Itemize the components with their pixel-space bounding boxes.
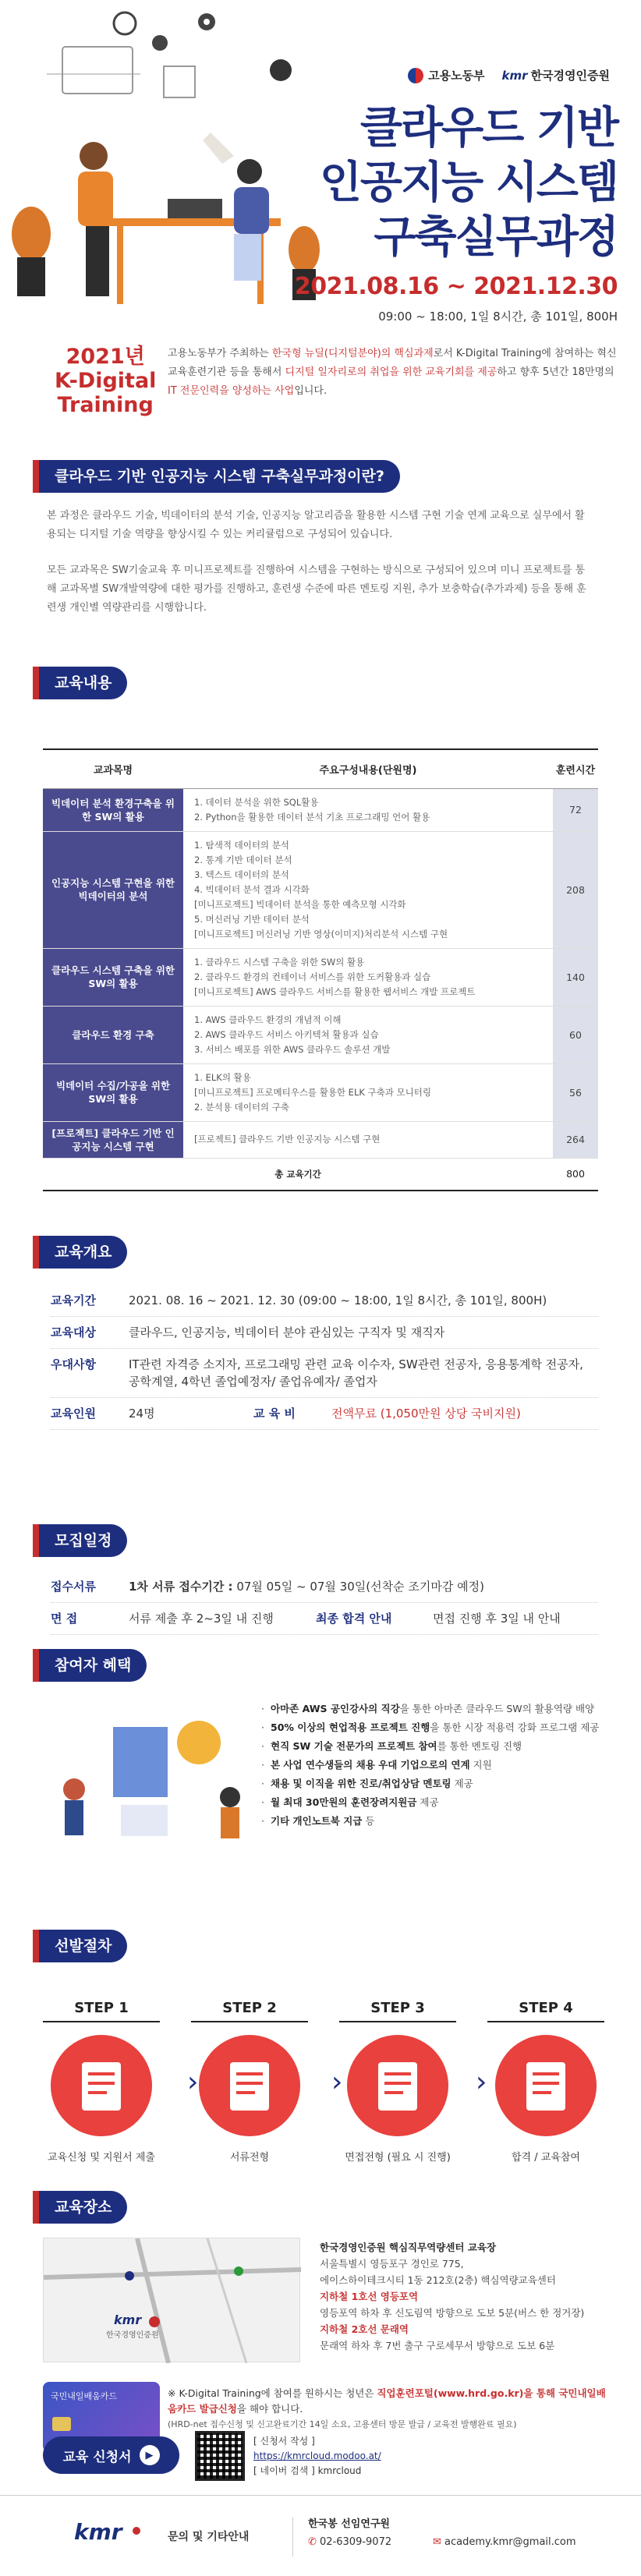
subject-cell: 클라우드 환경 구축 [43,1006,183,1063]
card-label: 국민내일배움카드 [51,2391,118,2401]
content-line: 4. 빅데이터 분석 결과 시각화 [194,883,310,895]
subway-line-1-desc: 영등포역 하차 후 신도림역 방향으로 도보 5분(버스 한 정거장) [320,2307,585,2319]
content-line: [미니프로젝트] 머신러닝 기반 영상(이미지)처리분석 시스템 구현 [194,928,448,939]
play-icon: ▶ [140,2445,160,2465]
benefit-strong: 채용 및 이직을 위한 진로/취업상담 멘토링 [271,1778,452,1789]
recruit-list [51,1571,598,1635]
kmr-name: 한국경영인증원 [530,69,610,83]
benefits-list [261,1700,628,1831]
benefit-rest: 지원 [469,1759,492,1771]
hours-cell: 60 [553,1006,598,1063]
map-kmr-name: 한국경영인증원 [106,2331,159,2340]
col-hours: 훈련시간 [553,749,598,788]
content-cell [183,1063,553,1121]
period-key: 교육기간 [51,1293,96,1307]
intro-text-g: 입니다. [294,385,328,397]
intro-section [0,327,641,437]
team-icon [495,2035,597,2136]
step-label: STEP 2 [191,2000,308,2022]
step-label: STEP 4 [487,2000,604,2022]
target-value: 클라우드, 인공지능, 빅데이터 분야 관심있는 구직자 및 재직자 [129,1325,445,1339]
intro-line3: Training [57,393,154,417]
moel-mark-icon [408,68,423,83]
page-title [320,101,618,265]
list-item [261,1718,628,1737]
about-para-1: 본 과정은 클라우드 기술, 빅데이터의 분석 기술, 인공지능 알고리즘을 활용한 시스템 구현 기술 연계 교육으로 실무에서 활용되는 디지털 기술 역량을 향상시킬 수 있는 커리큘럼으로 구성되어 있습니다. [47,510,585,540]
benefit-strong: 아마존 AWS 공인강사의 직강 [271,1703,400,1714]
benefit-rest: 을 통한 아마존 클라우드 SW의 활용역량 배양 [399,1703,595,1714]
location-heading: 교육장소 [39,2191,127,2224]
list-item [261,1737,628,1756]
course-schedule: 09:00 ~ 18:00, 1일 8시간, 총 101일, 800H [378,310,618,324]
curriculum-heading: 교육내용 [39,667,127,699]
hours-cell: 72 [553,788,598,831]
benefit-strong: 현직 SW 기술 전문가의 프로젝트 참여 [271,1740,437,1752]
notice-text-b: 직업훈련포털(www.hrd.go.kr)을 통해 국민내일배움카드 발급신청 [168,2387,606,2415]
benefits-heading: 참여자 혜택 [39,1649,147,1682]
map-pin-icon [149,2316,160,2327]
step-caption: 교육신청 및 지원서 제출 [48,2152,155,2164]
overview-heading: 교육개요 [39,1236,127,1269]
pref-value: IT관련 자격증 소지자, 프로그래밍 관련 교육 이수자, SW관련 전공자, 응용통계학 전공자, 공학계열, 4학년 졸업예정자/ 졸업유예자/ 졸업자 [129,1357,583,1389]
content-line: 2. Python을 활용한 데이터 분석 기초 프로그래밍 언어 활용 [194,811,430,823]
interview-value: 서류 제출 후 2~3일 내 진행 [129,1612,274,1626]
table-row [43,788,598,831]
moel-name: 고용노동부 [428,69,485,83]
count-value: 24명 [129,1407,155,1421]
content-cell [183,788,553,831]
footer-phone[interactable] [308,2536,391,2548]
about-heading: 클라우드 기반 인공지능 시스템 구축실무과정이란? [39,460,400,493]
pref-key: 우대사항 [51,1357,96,1371]
intro-year: 2021년 [66,345,145,369]
benefit-strong: 기타 개인노트북 지급 [271,1815,363,1827]
fee-key: 교 육 비 [253,1407,296,1421]
phone-icon: ✆ [308,2536,320,2548]
benefits-illustration [43,1696,253,1844]
step-4 [487,2000,604,2164]
subject-cell: 빅데이터 수집/가공을 위한 SW의 활용 [43,1063,183,1121]
apply-key: 접수서류 [51,1580,96,1594]
subway-line-2: 지하철 2호선 문래역 [320,2323,409,2335]
hours-cell: 140 [553,948,598,1006]
content-cell [183,1121,553,1158]
apply-link-label: [ 신청서 작성 ] [253,2436,315,2447]
location-place: 한국경영인증원 핵심직무역량센터 교육장 [320,2242,497,2253]
location-map[interactable] [43,2238,300,2362]
list-item [261,1756,628,1775]
hours-cell: 264 [553,1121,598,1158]
content-line: 3. 텍스트 데이터의 분석 [194,869,289,880]
location-address-1: 서울특별시 영등포구 경인로 775, [320,2258,464,2270]
target-key: 교육대상 [51,1325,96,1339]
course-period: 2021.08.16 ~ 2021.12.30 [294,273,618,300]
notice-text-a: ※ K-Digital Training에 참여를 원하시는 청년은 [168,2387,377,2399]
table-row [43,1006,598,1063]
subject-cell: 인공지능 시스템 구현을 위한 빅데이터의 분석 [43,831,183,948]
intro-text-f: IT 전문인력을 양성하는 사업 [168,385,295,397]
map-kmr-logo: kmr [114,2312,142,2327]
content-cell [183,948,553,1006]
footer-email[interactable] [433,2536,576,2548]
step-3 [339,2000,456,2164]
apply-link-url[interactable]: https://kmrcloud.modoo.at/ [253,2450,381,2461]
content-line: [미니프로젝트] AWS 클라우드 서비스를 활용한 웹서비스 개발 프로젝트 [194,985,476,997]
application-form-icon [51,2035,152,2136]
moel-logo [408,67,484,83]
content-line: 1. 탐색적 데이터의 분석 [194,839,289,851]
total-label: 총 교육기간 [43,1158,553,1191]
fee-value: 전액무료 (1,050만원 상당 국비지원) [331,1407,521,1421]
table-row [43,1121,598,1158]
col-content: 주요구성내용(단원명) [183,749,553,788]
intro-text [168,345,618,401]
apply-value-a: 1차 서류 접수기간 : [129,1580,233,1594]
footer-contact-label: 문의 및 기타안내 [168,2531,250,2543]
content-line: 2. 통계 기반 데이터 분석 [194,854,292,865]
benefit-strong: 월 최대 30만원의 훈련장려지원금 [271,1796,417,1808]
interview-icon [347,2035,448,2136]
total-hours: 800 [553,1158,598,1191]
list-item [261,1812,628,1831]
document-review-icon [199,2035,300,2136]
content-line: 2. AWS 클라우드 서비스 아키텍쳐 활용과 실습 [194,1028,379,1040]
step-caption: 면접전형 (필요 시 진행) [345,2152,451,2164]
table-row [43,831,598,948]
location-address-2: 에이스하이테크시티 1동 212호(2층) 핵심역량교육센터 [320,2274,556,2286]
overview-row-pref [51,1349,598,1398]
step-label: STEP 1 [43,2000,160,2022]
col-subject: 교과목명 [43,749,183,788]
footer [0,2495,641,2576]
benefit-rest: 제공 [416,1796,439,1808]
hero-illustration [0,0,335,327]
period-value: 2021. 08. 16 ~ 2021. 12. 30 (09:00 ~ 18:00, 1일 8시간, 총 101일, 800H) [129,1293,547,1307]
hours-cell: 208 [553,831,598,948]
card-chip-icon [52,2417,71,2431]
qr-code[interactable] [195,2431,245,2481]
footer-logo: kmr [74,2519,122,2545]
location-info [320,2239,616,2354]
subject-cell: 빅데이터 분석 환경구축을 위한 SW의 활용 [43,788,183,831]
map-drawing [44,2238,301,2363]
count-key: 교육인원 [51,1407,96,1421]
step-1 [43,2000,160,2164]
overview-row-count [51,1398,598,1430]
benefit-strong: 본 사업 연수생들의 채용 우대 기업으로의 연계 [271,1759,470,1771]
content-cell [183,831,553,948]
interview-key: 면 접 [51,1612,78,1626]
footer-divider [292,2518,293,2557]
benefit-rest: 제공 [451,1778,473,1789]
kmr-logo [502,67,610,83]
content-line: 5. 머신러닝 기반 데이터 분석 [194,913,310,925]
content-line: 3. 서비스 배포를 위한 AWS 클라우드 솔루션 개발 [194,1043,391,1055]
final-key: 최종 합격 안내 [316,1612,392,1626]
footer-email-text: academy.kmr@gmail.com [444,2536,576,2548]
content-line: 2. 분석용 데이터의 구축 [194,1101,289,1113]
kmr-mark: kmr [501,68,528,83]
title-line-3: 구축실무과정 [374,212,618,263]
intro-text-c: 로서 K-Digital Training에 참여하는 혁신교육훈련기관 등을 통해서 [168,348,617,378]
content-line: [미니프로젝트] 프로메티우스를 활용한 ELK 구축과 모니터링 [194,1086,431,1098]
notice-text [168,2386,612,2433]
benefit-rest: 을 통한 시장 적용력 강화 프로그램 제공 [430,1721,600,1733]
curriculum-body [43,788,598,1191]
footer-logo-dot-icon [133,2527,140,2535]
content-line: [프로젝트] 클라우드 기반 인공지능 시스템 구현 [194,1134,381,1145]
subway-line-2-desc: 문래역 하차 후 7번 출구 구로세무서 방향으로 도보 6분 [320,2340,555,2351]
benefit-rest: 를 통한 멘토링 진행 [437,1740,522,1752]
notice-text-d: (HRD-net 접수신청 및 신고완료기간 14일 소요, 고용센터 방문 발급 / 교육전 발행완료 필요) [168,2419,517,2429]
step-caption: 서류전형 [229,2152,270,2164]
process-heading: 선발절차 [39,1930,127,1962]
subway-line-1: 지하철 1호선 영등포역 [320,2291,419,2302]
content-line: 2. 클라우드 환경의 컨테이너 서비스를 위한 도커활용과 실습 [194,971,431,982]
benefit-strong: 50% 이상의 현업적용 프로젝트 진행 [271,1721,430,1733]
content-cell [183,1006,553,1063]
table-row [43,948,598,1006]
content-line: 1. AWS 클라우드 환경의 개념적 이해 [194,1014,342,1025]
curriculum-table [43,748,598,1191]
list-item [261,1775,628,1793]
list-item [261,1793,628,1812]
step-2 [191,2000,308,2164]
partner-logos [408,67,610,83]
notice-text-c: 을 해야 합니다. [236,2403,303,2415]
list-item [261,1700,628,1718]
title-line-1: 클라우드 기반 [359,103,618,154]
apply-value-b: 07월 05일 ~ 07월 30일(선착순 조기마감 예정) [232,1580,484,1594]
apply-button-label: 교육 신청서 [62,2449,132,2465]
intro-badge [55,345,156,417]
footer-phone-text: 02-6309-9072 [320,2536,392,2548]
title-line-2: 인공지능 시스템 [319,157,618,208]
overview-list [51,1285,598,1430]
intro-text-a: 고용노동부가 주최하는 [168,348,272,359]
hero-section [0,0,641,327]
recruit-row-apply [51,1571,598,1603]
intro-text-b: 한국형 뉴딜(디지털분야)의 핵심과제 [271,348,434,359]
step-arrow-2-icon: › [331,2066,343,2098]
step-arrow-3-icon: › [476,2066,487,2098]
intro-text-d: 디지털 일자리로의 취업을 위한 교육기회를 제공 [285,366,498,378]
intro-text-e: 하고 향후 5년간 18만명의 [497,366,614,378]
email-icon: ✉ [433,2536,445,2548]
subject-cell: [프로젝트] 클라우드 기반 인공지능 시스템 구현 [43,1121,183,1158]
content-line: [미니프로젝트] 빅데이터 분석을 통한 예측모형 시각화 [194,898,406,910]
overview-row-period [51,1285,598,1317]
content-line: 1. 클라우드 시스템 구축을 위한 SW의 활용 [194,956,365,968]
subject-cell: 클라우드 시스템 구축을 위한 SW의 활용 [43,948,183,1006]
recruit-row-interview [51,1603,598,1635]
content-line: 1. ELK의 활용 [194,1071,251,1083]
process-steps [43,2000,604,2164]
benefit-rest: 등 [362,1815,375,1827]
step-arrow-1-icon: › [187,2066,199,2098]
apply-button[interactable] [43,2436,179,2474]
recruit-heading: 모집일정 [39,1524,127,1557]
total-row [43,1158,598,1191]
apply-links [253,2434,381,2479]
overview-row-target [51,1317,598,1349]
hours-cell: 56 [553,1063,598,1121]
step-caption: 합격 / 교육참여 [512,2152,580,2164]
footer-person: 한국봉 선임연구원 [308,2518,390,2530]
table-row [43,1063,598,1121]
about-para-2: 모든 교과목은 SW기술교육 후 미니프로젝트를 진행하여 시스템을 구현하는 방식으로 구성되어 있으며 미니 프로젝트를 통해 교과목별 SW개발역량에 대한 평가를 진행하고, 훈련생 수준에 따른 멘토링 지원, 추가 보충학습(추가과제) 등을 통해 훈련생 개인별 역량관리를 시행합니다. [47,564,586,614]
final-value: 면접 진행 후 3일 내 안내 [433,1612,561,1626]
intro-line2: K-Digital [55,369,157,393]
content-line: 1. 데이터 분석을 위한 SQL활용 [194,796,319,808]
apply-search-label: [ 네이버 검색 ] kmrcloud [253,2465,362,2476]
step-label: STEP 3 [339,2000,456,2022]
